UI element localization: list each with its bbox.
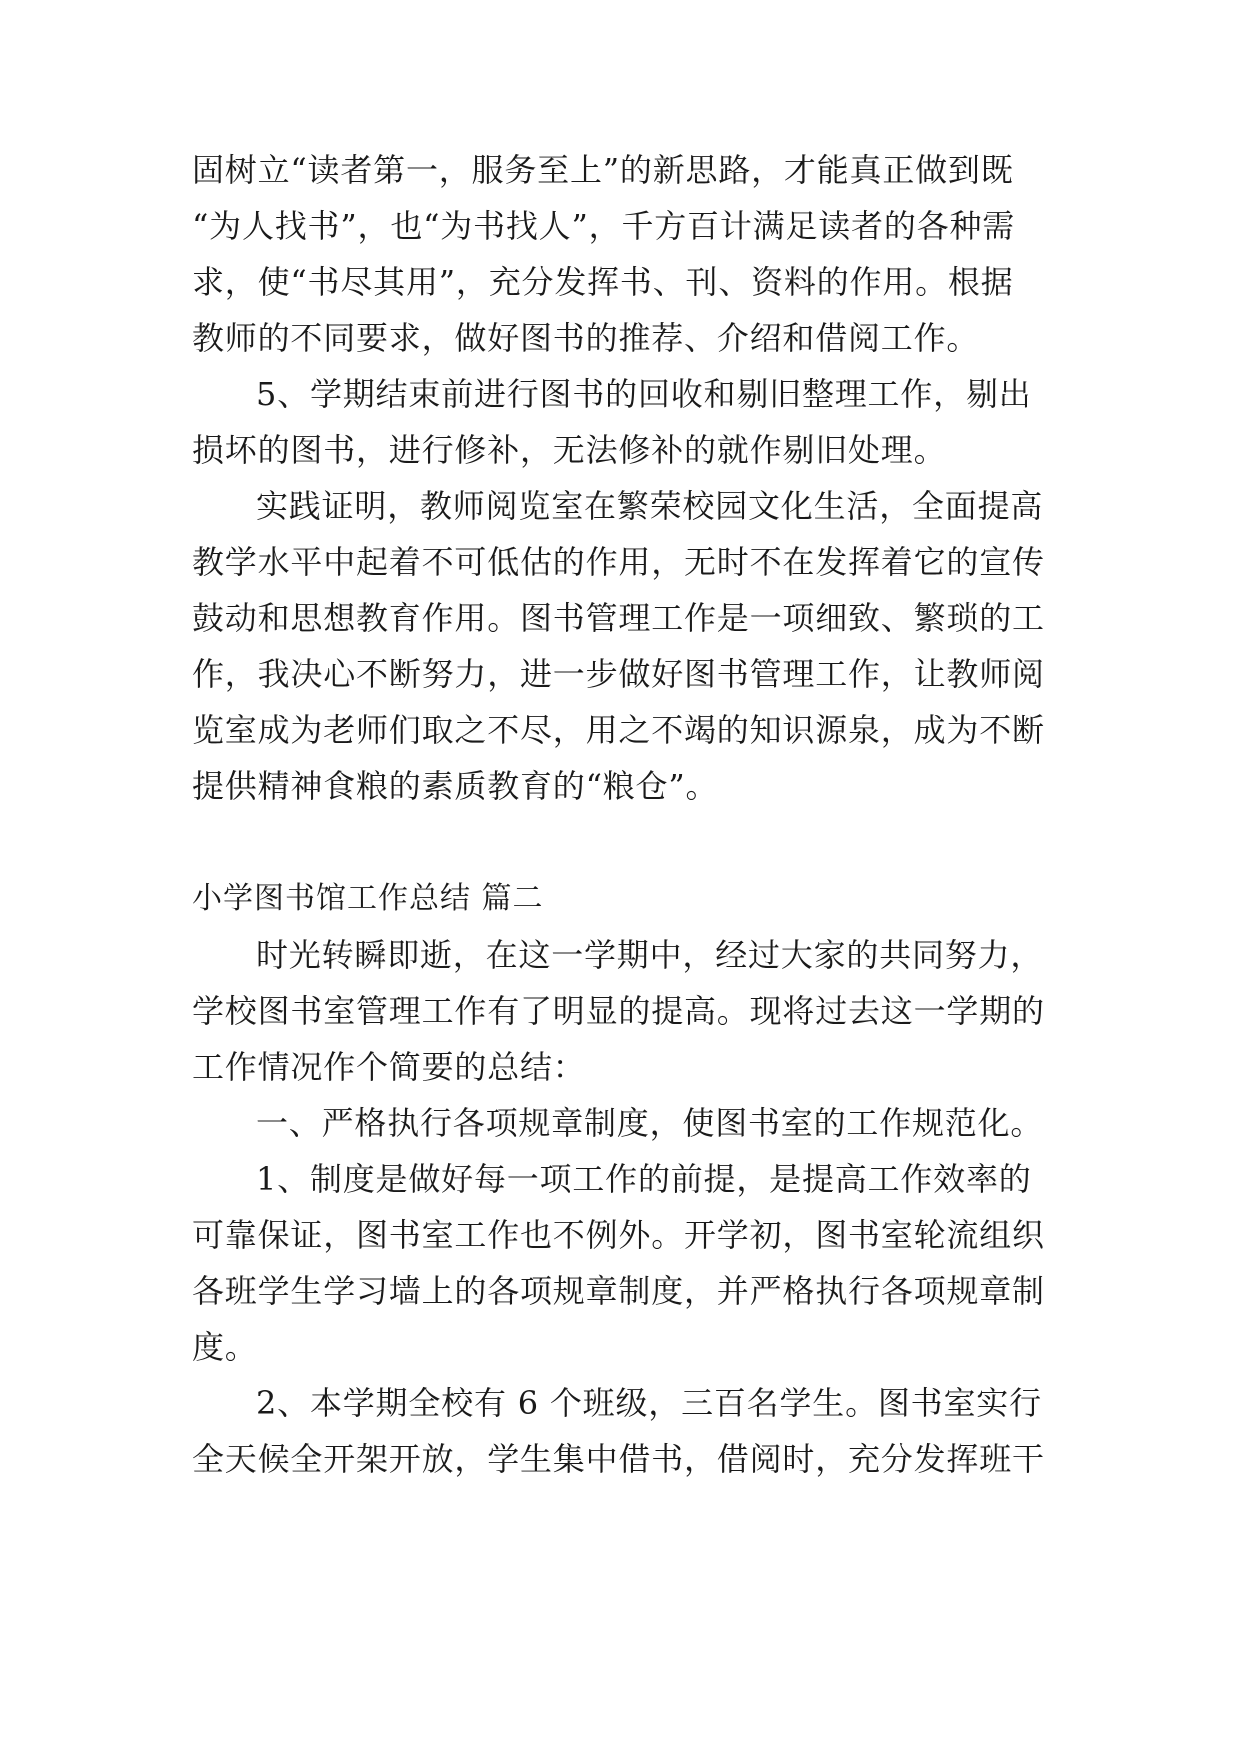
text-line: 损坏的图书，进行修补，无法修补的就作剔旧处理。 xyxy=(192,431,947,469)
section-heading: 小学图书馆工作总结 篇二 xyxy=(192,881,544,916)
text-line: 时光转瞬即逝，在这一学期中，经过大家的共同努力， xyxy=(256,936,1044,974)
text-line: 固树立“读者第一，服务至上”的新思路，才能真正做到既 xyxy=(192,151,1014,189)
text-line: 览室成为老师们取之不尽，用之不竭的知识源泉，成为不断 xyxy=(192,711,1045,749)
text-line: 提供精神食粮的素质教育的“粮仓”。 xyxy=(192,767,719,805)
text-line: 各班学生学习墙上的各项规章制度，并严格执行各项规章制 xyxy=(192,1272,1045,1310)
text-line: “为人找书”，也“为书找人”，千方百计满足读者的各种需 xyxy=(192,207,1016,245)
text-line: 工作情况作个简要的总结： xyxy=(192,1048,586,1086)
text-line: 学校图书室管理工作有了明显的提高。现将过去这一学期的 xyxy=(192,992,1045,1030)
text-line: 5、学期结束前进行图书的回收和剔旧整理工作，剔出 xyxy=(256,375,1032,413)
text-line: 鼓动和思想教育作用。图书管理工作是一项细致、繁琐的工 xyxy=(192,599,1045,637)
text-line: 度。 xyxy=(192,1328,258,1366)
text-line: 可靠保证，图书室工作也不例外。开学初，图书室轮流组织 xyxy=(192,1216,1045,1254)
text-line: 1、制度是做好每一项工作的前提，是提高工作效率的 xyxy=(256,1160,1032,1198)
text-line: 教师的不同要求，做好图书的推荐、介绍和借阅工作。 xyxy=(192,319,980,357)
text-line: 教学水平中起着不可低估的作用，无时不在发挥着它的宣传 xyxy=(192,543,1045,581)
text-line: 一、严格执行各项规章制度，使图书室的工作规范化。 xyxy=(256,1104,1044,1142)
text-line: 求，使“书尽其用”，充分发挥书、刊、资料的作用。根据 xyxy=(192,263,1014,301)
text-line: 全天候全开架开放，学生集中借书，借阅时，充分发挥班干 xyxy=(192,1440,1045,1478)
text-line: 2、本学期全校有 6 个班级，三百名学生。图书室实行 xyxy=(256,1384,1042,1422)
text-line: 作，我决心不断努力，进一步做好图书管理工作，让教师阅 xyxy=(192,655,1045,693)
text-line: 实践证明，教师阅览室在繁荣校园文化生活，全面提高 xyxy=(256,487,1044,525)
